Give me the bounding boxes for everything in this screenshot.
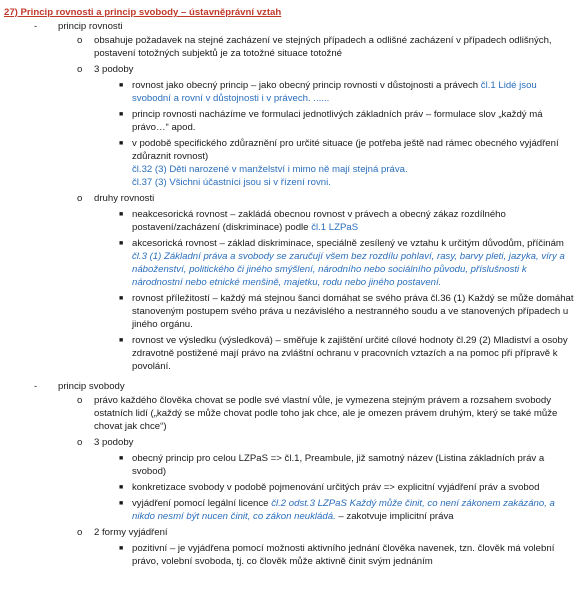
rovnost-podoba-3-ref-2: čl.37 (3) Všichni účastníci jsou si v řízení rovni.	[132, 177, 331, 188]
dash-bullet-icon	[34, 380, 58, 393]
rovnost-podoby-label: 3 podoby	[94, 64, 134, 75]
list-item-svoboda-definition	[77, 394, 575, 433]
svoboda-podoba-3	[132, 497, 575, 523]
square-bullet-icon	[119, 237, 132, 250]
circle-bullet-icon	[77, 63, 94, 76]
list-item-rovnost	[34, 20, 575, 33]
svoboda-podoba-3-text: vyjádření pomocí legální licence	[132, 498, 272, 509]
rovnost-podoba-3	[132, 137, 575, 189]
rovnost-podoba-1	[132, 79, 575, 105]
list-item-svoboda	[34, 380, 575, 393]
rovnost-podoba-2: princip rovnosti nacházíme ve formulaci jednotlivých základních práv – formulace slov „každý má právo…“ apod.	[132, 109, 543, 133]
square-bullet-icon	[119, 481, 132, 494]
rovnost-definition: obsahuje požadavek na stejné zacházení ve stejných případech a odlišné zacházení v případech odlišných, postavení totožných subjektů je za totožné situace totožné	[94, 35, 552, 59]
circle-bullet-icon	[77, 34, 94, 47]
list-item-svoboda-podoba-3	[119, 497, 575, 523]
list-item-svoboda-podoby	[77, 436, 575, 449]
svoboda-podoba-3-tail: – zakotvuje implicitní práva	[335, 511, 454, 522]
square-bullet-icon	[119, 497, 132, 510]
list-item-rovnost-podoba-1	[119, 79, 575, 105]
rovnost-podoba-1-text: rovnost jako obecný princip – jako obecný princip rovnosti v důstojnosti a právech	[132, 80, 481, 91]
svoboda-podoba-1: obecný princip pro celou LZPaS => čl.1, Preambule, již samotný název (Listina základních práv a svobod)	[132, 453, 545, 477]
svoboda-forma-1: pozitivní – je vyjádřena pomocí možnosti aktivního jednání člověka navenek, tzn. člověk má volební právo, volební svoboda, tj. co člověk může aktivně činit svým jednáním	[132, 543, 555, 567]
rovnost-druhy-label: druhy rovnosti	[94, 193, 155, 204]
square-bullet-icon	[119, 108, 132, 121]
svoboda-podoba-3-ref: čl.2 odst.3 LZPaS Každý může činit, co není zákonem zakázáno, a nikdo nesmí být nucen činit, co zákon neukládá.	[132, 498, 555, 522]
list-item-rovnost-definition	[77, 34, 575, 60]
circle-bullet-icon	[77, 526, 94, 539]
rovnost-druh-2-ref: čl.3 (1) Základní práva a svobody se zaručují všem bez rozdílu pohlaví, rasy, barvy pleti, jazyka, víry a náboženství, politického či jiného smýšlení, národního nebo sociálního původu, příslušnosti k národnostní nebo etnické menšině, majetku, rodu nebo jiného postavení.	[132, 251, 565, 288]
list-item-rovnost-druhy	[77, 192, 575, 205]
rovnost-podoba-1-ref: čl.1 Lidé jsou svobodní a rovní v důstojnosti i v právech. ......	[132, 80, 537, 104]
rovnost-druh-1-text: neakcesorická rovnost – zakládá obecnou rovnost v právech a obecný zákaz rozdílného postavení/zacházení (diskriminace) podle	[132, 209, 506, 233]
square-bullet-icon	[119, 452, 132, 465]
svoboda-formy-label: 2 formy vyjádření	[94, 527, 168, 538]
section-title: 27) Princip rovnosti a princip svobody – ústavněprávní vztah	[4, 7, 282, 18]
dash-bullet-icon	[34, 20, 58, 33]
circle-bullet-icon	[77, 436, 94, 449]
circle-bullet-icon	[77, 394, 94, 407]
list-item-svoboda-forma-1	[119, 542, 575, 568]
list-item-svoboda-podoba-2	[119, 481, 575, 494]
circle-bullet-icon	[77, 192, 94, 205]
rovnost-podoba-3-ref-1: čl.32 (3) Děti narozené v manželství i mimo ně mají stejná práva.	[132, 164, 408, 175]
list-item-rovnost-druh-4	[119, 334, 575, 373]
list-item-rovnost-druh-2	[119, 237, 575, 289]
rovnost-druh-2-text: akcesorická rovnost – základ diskriminace, speciálně zesílený ve vztahu k určitým důvodům, příčinám	[132, 238, 564, 249]
rovnost-druh-1-ref: čl.1 LZPaS	[311, 222, 359, 233]
list-item-rovnost-druh-1	[119, 208, 575, 234]
square-bullet-icon	[119, 79, 132, 92]
square-bullet-icon	[119, 542, 132, 555]
square-bullet-icon	[119, 137, 132, 150]
rovnost-druh-2	[132, 237, 575, 289]
list-item-rovnost-druh-3	[119, 292, 575, 331]
list-item-rovnost-podoba-3	[119, 137, 575, 189]
svoboda-definition: právo každého člověka chovat se podle své vlastní vůle, je vymezena stejným právem a rozsahem svobody ostatních lidí („každý se může chovat podle toho jak chce, ale je omezen právem druhým, který se také může chovat jak chce“)	[94, 395, 558, 432]
list-item-rovnost-podoby	[77, 63, 575, 76]
rovnost-podoba-3-text: v podobě specifického zdůraznění pro určité situace (je potřeba ještě nad rámec obecného vyjádření zdůraznit rovnost)	[132, 138, 559, 162]
square-bullet-icon	[119, 292, 132, 305]
square-bullet-icon	[119, 208, 132, 221]
rovnost-druh-3: rovnost příležitostí – každý má stejnou šanci domáhat se svého práva čl.36 (1) Každý se může domáhat stanoveným postupem svého práva u nezávislého a nestranného soudu a ve stanovených případech u jiného orgánu.	[132, 293, 574, 330]
list-item-svoboda-formy	[77, 526, 575, 539]
svoboda-podoba-2: konkretizace svobody v podobě pojmenování určitých práv => explicitní vyjádření práv a svobod	[132, 482, 540, 493]
list-item-rovnost-podoba-2	[119, 108, 575, 134]
heading-svoboda: princip svobody	[58, 381, 125, 392]
rovnost-druh-4: rovnost ve výsledku (výsledková) – směřuje k zajištění určité cílové hodnoty čl.29 (2) Mladiství a osoby zdravotně postižené mají právo na zvláštní ochranu v pracovních vztazích a na pomoc při přípravě k povolání.	[132, 335, 568, 372]
list-item-svoboda-podoba-1	[119, 452, 575, 478]
svoboda-podoby-label: 3 podoby	[94, 437, 134, 448]
square-bullet-icon	[119, 334, 132, 347]
rovnost-druh-1	[132, 208, 575, 234]
heading-rovnost: princip rovnosti	[58, 21, 123, 32]
